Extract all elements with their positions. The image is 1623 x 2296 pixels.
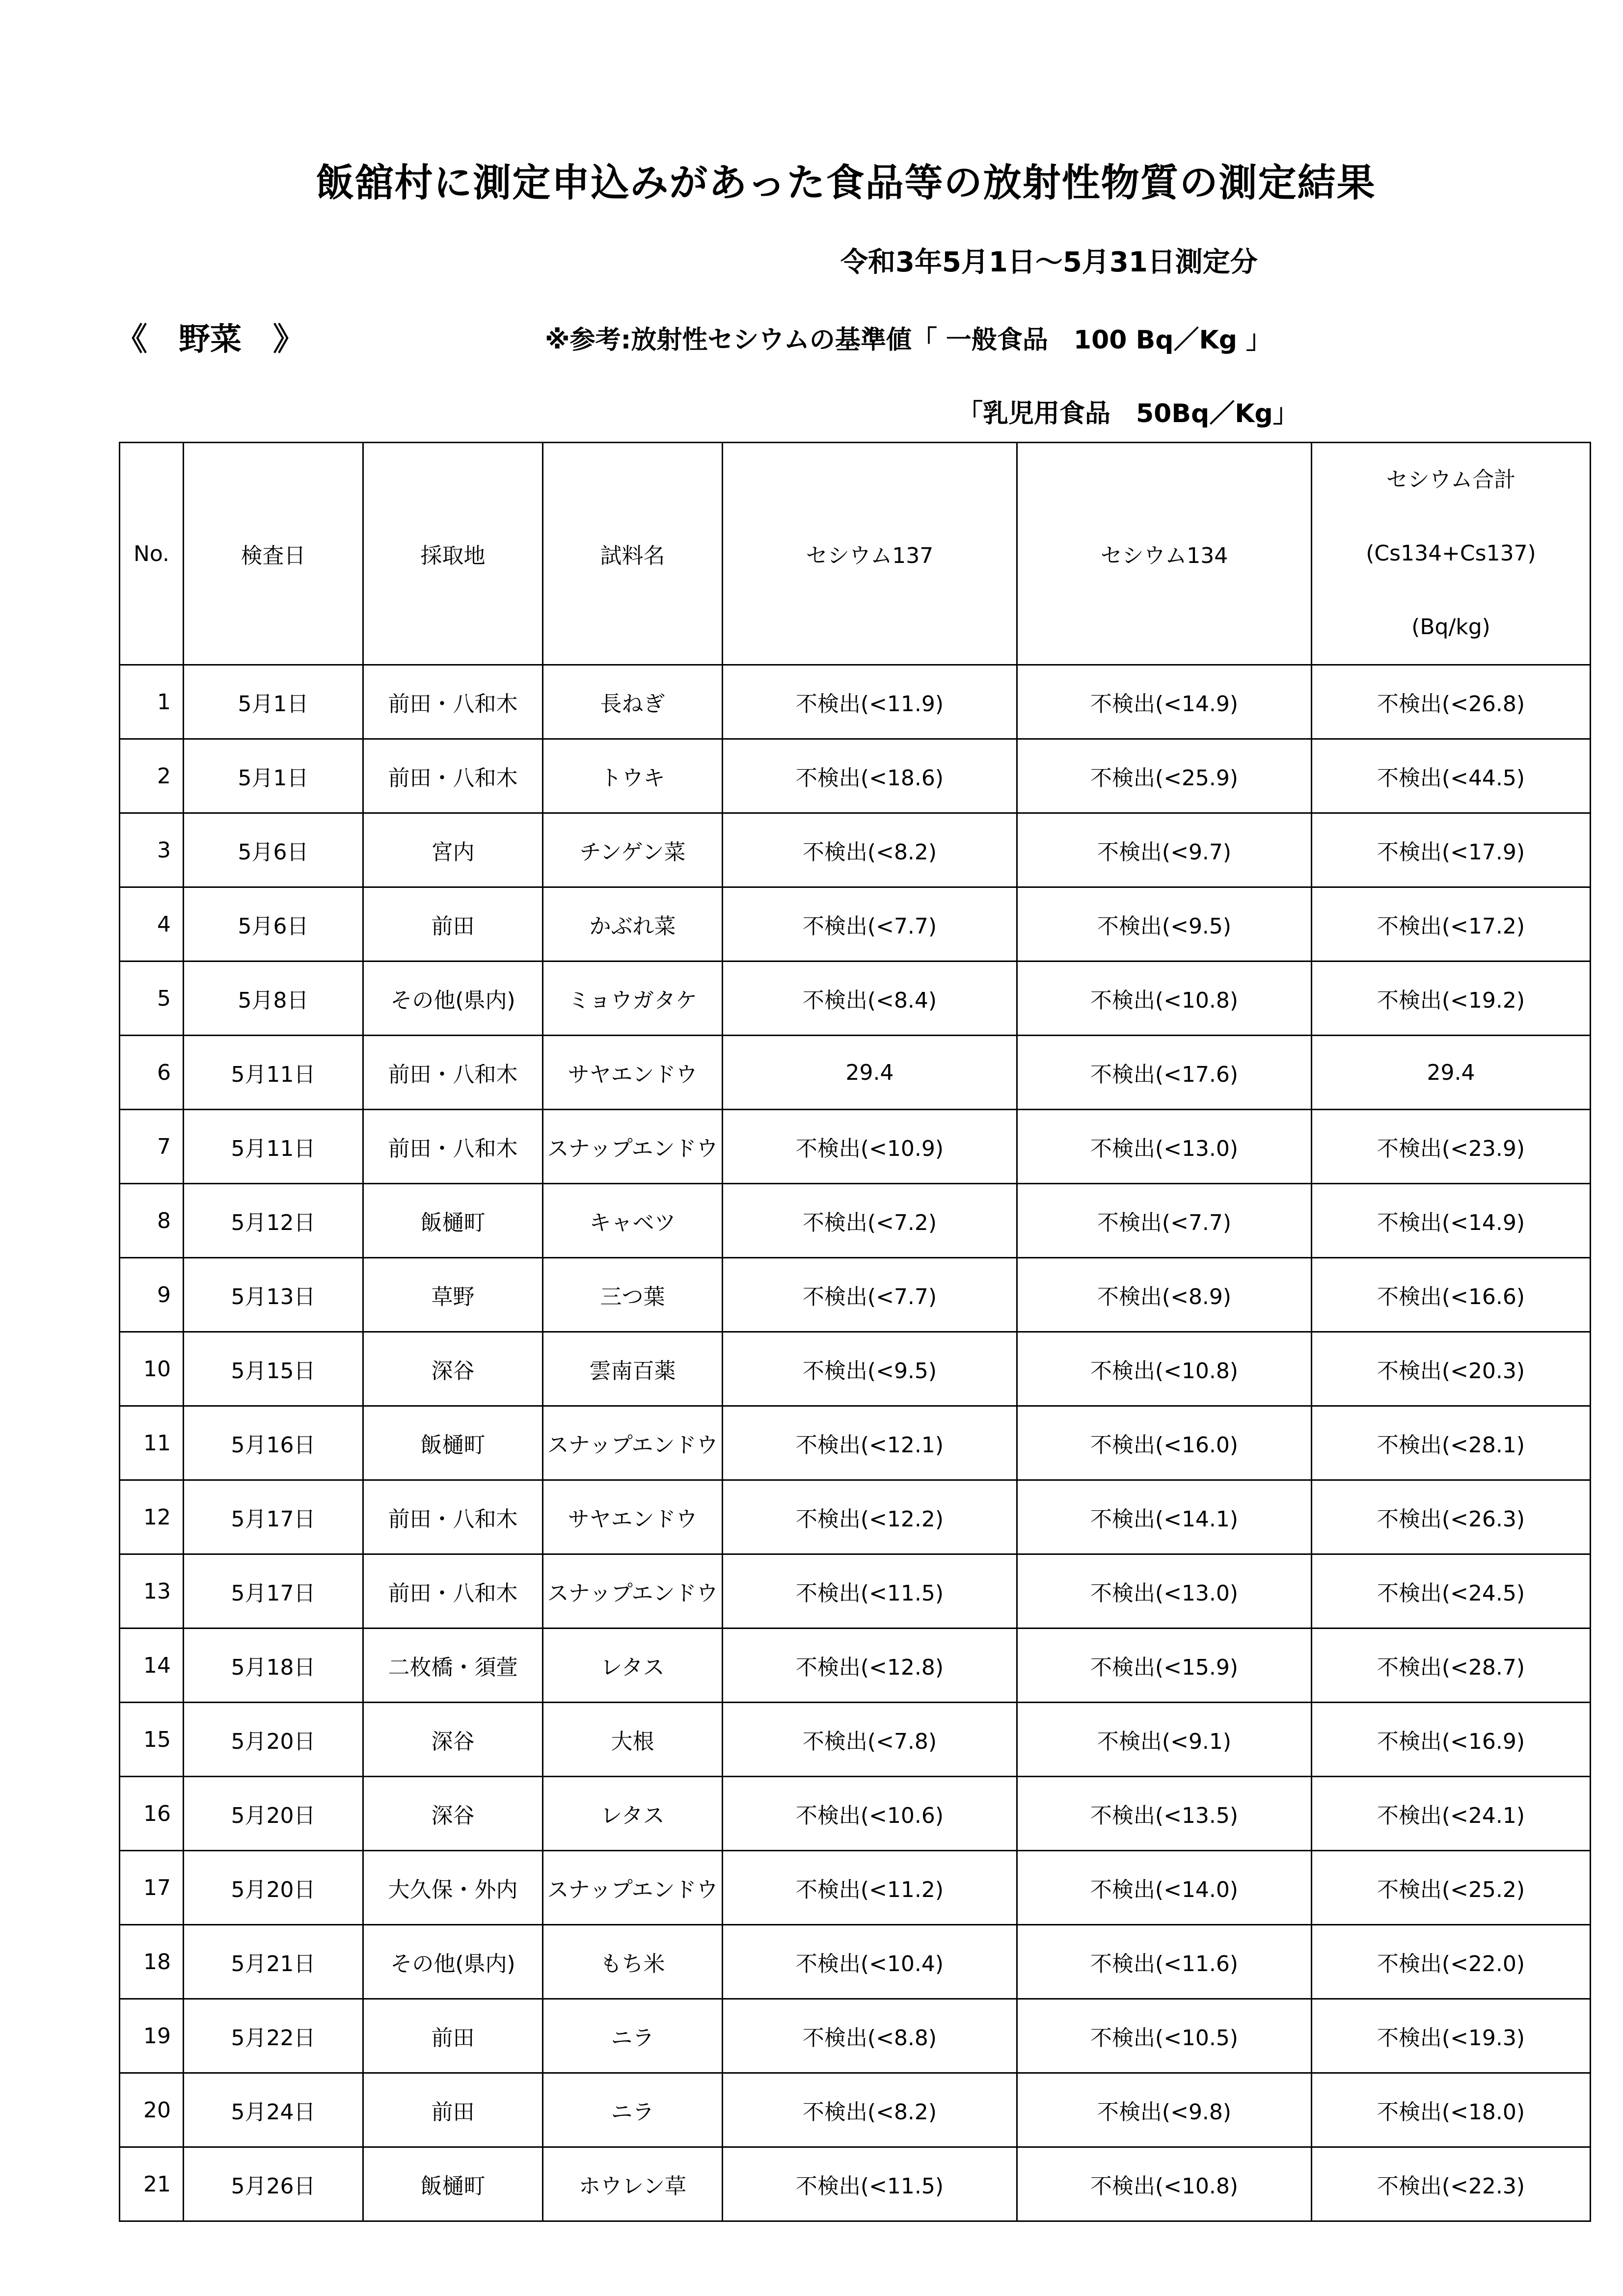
cell-total: 不検出(<20.3) bbox=[1312, 1332, 1591, 1406]
cell-date: 5月12日 bbox=[184, 1184, 363, 1258]
table-row bbox=[120, 1703, 1591, 1777]
table-row bbox=[120, 1480, 1591, 1554]
table-row bbox=[120, 1925, 1591, 1999]
cell-cs137: 不検出(<8.2) bbox=[723, 2073, 1017, 2147]
cell-location: 飯樋町 bbox=[363, 1406, 543, 1480]
table-row bbox=[120, 1629, 1591, 1703]
cell-location: 深谷 bbox=[363, 1777, 543, 1851]
cell-cs134: 不検出(<9.8) bbox=[1017, 2073, 1312, 2147]
cell-sample: もち米 bbox=[543, 1925, 723, 1999]
cell-sample: スナップエンドウ bbox=[543, 1554, 723, 1629]
table-row bbox=[120, 2147, 1591, 2221]
cell-location: その他(県内) bbox=[363, 1925, 543, 1999]
cell-date: 5月21日 bbox=[184, 1925, 363, 1999]
cell-sample: ミョウガタケ bbox=[543, 961, 723, 1036]
header-total-line1: セシウム合計 bbox=[1386, 467, 1516, 492]
cell-cs134: 不検出(<9.5) bbox=[1017, 887, 1312, 961]
cell-location: 草野 bbox=[363, 1258, 543, 1332]
table-row bbox=[120, 1110, 1591, 1184]
cell-cs137: 不検出(<11.2) bbox=[723, 1851, 1017, 1925]
cell-location: 前田 bbox=[363, 2073, 543, 2147]
category-heading: 《 野菜 》 bbox=[116, 321, 304, 358]
cell-date: 5月18日 bbox=[184, 1629, 363, 1703]
cell-sample: ホウレン草 bbox=[543, 2147, 723, 2221]
cell-no: 20 bbox=[120, 2073, 184, 2147]
cell-cs134: 不検出(<15.9) bbox=[1017, 1629, 1312, 1703]
table-row bbox=[120, 739, 1591, 813]
cell-location: 飯樋町 bbox=[363, 1184, 543, 1258]
cell-sample: ニラ bbox=[543, 2073, 723, 2147]
cell-cs137: 29.4 bbox=[723, 1036, 1017, 1110]
cell-no: 8 bbox=[120, 1184, 184, 1258]
cell-cs134: 不検出(<14.0) bbox=[1017, 1851, 1312, 1925]
cell-total: 不検出(<23.9) bbox=[1312, 1110, 1591, 1184]
cell-cs137: 不検出(<7.8) bbox=[723, 1703, 1017, 1777]
header-location: 採取地 bbox=[363, 443, 543, 665]
cell-date: 5月1日 bbox=[184, 739, 363, 813]
cell-location: 前田・八和木 bbox=[363, 1554, 543, 1629]
cell-total: 不検出(<26.3) bbox=[1312, 1480, 1591, 1554]
cell-no: 13 bbox=[120, 1554, 184, 1629]
cell-cs137: 不検出(<10.6) bbox=[723, 1777, 1017, 1851]
cell-date: 5月17日 bbox=[184, 1554, 363, 1629]
cell-sample: スナップエンドウ bbox=[543, 1851, 723, 1925]
cell-cs134: 不検出(<9.1) bbox=[1017, 1703, 1312, 1777]
cell-sample: 雲南百薬 bbox=[543, 1332, 723, 1406]
cell-cs134: 不検出(<25.9) bbox=[1017, 739, 1312, 813]
cell-date: 5月20日 bbox=[184, 1851, 363, 1925]
cell-no: 10 bbox=[120, 1332, 184, 1406]
table-header-row bbox=[120, 443, 1591, 665]
cell-no: 14 bbox=[120, 1629, 184, 1703]
cell-sample: サヤエンドウ bbox=[543, 1036, 723, 1110]
cell-cs137: 不検出(<12.8) bbox=[723, 1629, 1017, 1703]
cell-sample: かぶれ菜 bbox=[543, 887, 723, 961]
cell-location: 前田・八和木 bbox=[363, 665, 543, 739]
cell-location: 深谷 bbox=[363, 1332, 543, 1406]
cell-cs134: 不検出(<10.5) bbox=[1017, 1999, 1312, 2073]
cell-sample: トウキ bbox=[543, 739, 723, 813]
header-cs137: セシウム137 bbox=[723, 443, 1017, 665]
cell-no: 19 bbox=[120, 1999, 184, 2073]
cell-no: 1 bbox=[120, 665, 184, 739]
table-row bbox=[120, 1851, 1591, 1925]
cell-no: 18 bbox=[120, 1925, 184, 1999]
cell-total: 29.4 bbox=[1312, 1036, 1591, 1110]
cell-cs137: 不検出(<8.4) bbox=[723, 961, 1017, 1036]
header-total-line2: (Cs134+Cs137) bbox=[1366, 541, 1536, 566]
cell-location: 前田・八和木 bbox=[363, 1110, 543, 1184]
table-row bbox=[120, 887, 1591, 961]
cell-sample: キャベツ bbox=[543, 1184, 723, 1258]
cell-date: 5月11日 bbox=[184, 1110, 363, 1184]
cell-cs134: 不検出(<17.6) bbox=[1017, 1036, 1312, 1110]
cell-cs137: 不検出(<8.8) bbox=[723, 1999, 1017, 2073]
cell-cs134: 不検出(<8.9) bbox=[1017, 1258, 1312, 1332]
cell-date: 5月20日 bbox=[184, 1703, 363, 1777]
cell-total: 不検出(<16.6) bbox=[1312, 1258, 1591, 1332]
cell-total: 不検出(<22.3) bbox=[1312, 2147, 1591, 2221]
cell-date: 5月26日 bbox=[184, 2147, 363, 2221]
table-row bbox=[120, 1999, 1591, 2073]
cell-sample: サヤエンドウ bbox=[543, 1480, 723, 1554]
cell-total: 不検出(<24.5) bbox=[1312, 1554, 1591, 1629]
cell-location: 前田・八和木 bbox=[363, 1480, 543, 1554]
cell-location: 飯樋町 bbox=[363, 2147, 543, 2221]
cell-cs137: 不検出(<9.5) bbox=[723, 1332, 1017, 1406]
cell-cs134: 不検出(<10.8) bbox=[1017, 1332, 1312, 1406]
cell-no: 9 bbox=[120, 1258, 184, 1332]
cell-no: 5 bbox=[120, 961, 184, 1036]
cell-total: 不検出(<28.1) bbox=[1312, 1406, 1591, 1480]
cell-no: 11 bbox=[120, 1406, 184, 1480]
cell-total: 不検出(<24.1) bbox=[1312, 1777, 1591, 1851]
table-row bbox=[120, 1554, 1591, 1629]
page-title: 飯舘村に測定申込みがあった食品等の放射性物質の測定結果 bbox=[316, 161, 1376, 205]
cell-cs134: 不検出(<16.0) bbox=[1017, 1406, 1312, 1480]
cell-total: 不検出(<14.9) bbox=[1312, 1184, 1591, 1258]
cell-cs134: 不検出(<13.0) bbox=[1017, 1554, 1312, 1629]
cell-sample: チンゲン菜 bbox=[543, 813, 723, 887]
cell-total: 不検出(<17.9) bbox=[1312, 813, 1591, 887]
cell-cs137: 不検出(<11.5) bbox=[723, 2147, 1017, 2221]
cell-location: その他(県内) bbox=[363, 961, 543, 1036]
cell-cs137: 不検出(<8.2) bbox=[723, 813, 1017, 887]
cell-date: 5月6日 bbox=[184, 887, 363, 961]
cell-total: 不検出(<16.9) bbox=[1312, 1703, 1591, 1777]
cell-cs134: 不検出(<14.1) bbox=[1017, 1480, 1312, 1554]
cell-sample: スナップエンドウ bbox=[543, 1110, 723, 1184]
cell-sample: スナップエンドウ bbox=[543, 1406, 723, 1480]
table-row bbox=[120, 2073, 1591, 2147]
cell-cs137: 不検出(<12.1) bbox=[723, 1406, 1017, 1480]
cell-total: 不検出(<19.3) bbox=[1312, 1999, 1591, 2073]
table-row bbox=[120, 1184, 1591, 1258]
cell-location: 前田・八和木 bbox=[363, 739, 543, 813]
cell-location: 二枚橋・須萱 bbox=[363, 1629, 543, 1703]
cell-total: 不検出(<22.0) bbox=[1312, 1925, 1591, 1999]
cell-no: 21 bbox=[120, 2147, 184, 2221]
cell-cs137: 不検出(<7.2) bbox=[723, 1184, 1017, 1258]
table-row bbox=[120, 1406, 1591, 1480]
cell-total: 不検出(<26.8) bbox=[1312, 665, 1591, 739]
cell-total: 不検出(<18.0) bbox=[1312, 2073, 1591, 2147]
cell-cs137: 不検出(<10.4) bbox=[723, 1925, 1017, 1999]
cell-no: 2 bbox=[120, 739, 184, 813]
cell-cs137: 不検出(<7.7) bbox=[723, 1258, 1017, 1332]
table-row bbox=[120, 1777, 1591, 1851]
cell-total: 不検出(<17.2) bbox=[1312, 887, 1591, 961]
cell-cs134: 不検出(<13.0) bbox=[1017, 1110, 1312, 1184]
cell-date: 5月8日 bbox=[184, 961, 363, 1036]
cell-no: 4 bbox=[120, 887, 184, 961]
cell-location: 前田 bbox=[363, 887, 543, 961]
cell-date: 5月13日 bbox=[184, 1258, 363, 1332]
cell-total: 不検出(<44.5) bbox=[1312, 739, 1591, 813]
cell-date: 5月20日 bbox=[184, 1777, 363, 1851]
cell-cs137: 不検出(<7.7) bbox=[723, 887, 1017, 961]
reference-standard-infant: 「乳児用食品 50Bq／Kg」 bbox=[957, 399, 1298, 428]
table-row bbox=[120, 1258, 1591, 1332]
cell-no: 6 bbox=[120, 1036, 184, 1110]
cell-date: 5月16日 bbox=[184, 1406, 363, 1480]
header-total bbox=[1312, 443, 1591, 665]
cell-total: 不検出(<19.2) bbox=[1312, 961, 1591, 1036]
cell-cs137: 不検出(<11.5) bbox=[723, 1554, 1017, 1629]
cell-cs134: 不検出(<13.5) bbox=[1017, 1777, 1312, 1851]
cell-date: 5月17日 bbox=[184, 1480, 363, 1554]
cell-sample: 三つ葉 bbox=[543, 1258, 723, 1332]
table-row bbox=[120, 1332, 1591, 1406]
table-row bbox=[120, 961, 1591, 1036]
cell-date: 5月11日 bbox=[184, 1036, 363, 1110]
cell-total: 不検出(<28.7) bbox=[1312, 1629, 1591, 1703]
cell-no: 7 bbox=[120, 1110, 184, 1184]
cell-sample: レタス bbox=[543, 1777, 723, 1851]
cell-no: 12 bbox=[120, 1480, 184, 1554]
cell-date: 5月6日 bbox=[184, 813, 363, 887]
cell-date: 5月24日 bbox=[184, 2073, 363, 2147]
measurement-period: 令和3年5月1日～5月31日測定分 bbox=[840, 246, 1258, 278]
cell-cs134: 不検出(<9.7) bbox=[1017, 813, 1312, 887]
cell-sample: 長ねぎ bbox=[543, 665, 723, 739]
cell-no: 3 bbox=[120, 813, 184, 887]
header-sample: 試料名 bbox=[543, 443, 723, 665]
cell-cs134: 不検出(<14.9) bbox=[1017, 665, 1312, 739]
cell-total: 不検出(<25.2) bbox=[1312, 1851, 1591, 1925]
cell-date: 5月22日 bbox=[184, 1999, 363, 2073]
header-no: No. bbox=[120, 443, 184, 665]
cell-cs134: 不検出(<7.7) bbox=[1017, 1184, 1312, 1258]
cell-location: 深谷 bbox=[363, 1703, 543, 1777]
header-total-line3: (Bq/kg) bbox=[1411, 614, 1490, 640]
table-row bbox=[120, 665, 1591, 739]
table-row bbox=[120, 813, 1591, 887]
cell-no: 16 bbox=[120, 1777, 184, 1851]
cell-sample: 大根 bbox=[543, 1703, 723, 1777]
cell-date: 5月15日 bbox=[184, 1332, 363, 1406]
cell-cs137: 不検出(<12.2) bbox=[723, 1480, 1017, 1554]
table-body bbox=[120, 665, 1591, 2221]
cell-location: 前田 bbox=[363, 1999, 543, 2073]
cell-no: 15 bbox=[120, 1703, 184, 1777]
header-cs134: セシウム134 bbox=[1017, 443, 1312, 665]
cell-cs134: 不検出(<11.6) bbox=[1017, 1925, 1312, 1999]
cell-location: 宮内 bbox=[363, 813, 543, 887]
cell-cs134: 不検出(<10.8) bbox=[1017, 961, 1312, 1036]
cell-location: 大久保・外内 bbox=[363, 1851, 543, 1925]
cell-cs134: 不検出(<10.8) bbox=[1017, 2147, 1312, 2221]
cell-date: 5月1日 bbox=[184, 665, 363, 739]
cell-sample: ニラ bbox=[543, 1999, 723, 2073]
cell-sample: レタス bbox=[543, 1629, 723, 1703]
cell-no: 17 bbox=[120, 1851, 184, 1925]
header-date: 検査日 bbox=[184, 443, 363, 665]
cell-cs137: 不検出(<10.9) bbox=[723, 1110, 1017, 1184]
cell-cs137: 不検出(<11.9) bbox=[723, 665, 1017, 739]
cell-cs137: 不検出(<18.6) bbox=[723, 739, 1017, 813]
reference-standard-general: ※参考:放射性セシウムの基準値「 一般食品 100 Bq／Kg 」 bbox=[545, 325, 1272, 355]
cell-location: 前田・八和木 bbox=[363, 1036, 543, 1110]
results-table bbox=[119, 442, 1591, 2222]
table-row bbox=[120, 1036, 1591, 1110]
